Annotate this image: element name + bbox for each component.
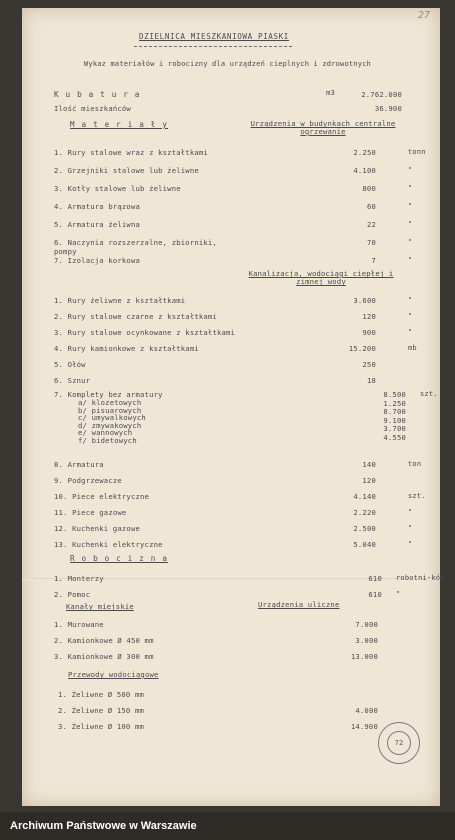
instalacja-row-unit: szt. — [408, 492, 426, 500]
kanalizacja-row-value: 15.200 — [348, 344, 376, 353]
komplet-type-label: a/ klozetowych — [78, 398, 142, 407]
instalacja-row-unit: ton — [408, 460, 422, 468]
robocizna-row-unit: robotni-ków — [396, 574, 445, 582]
kanaly-row-value: 13.000 — [350, 652, 378, 661]
kanaly-row-value: 3.000 — [355, 636, 378, 645]
material-row-unit: " — [408, 184, 413, 192]
kanalizacja-row-unit: mb — [408, 344, 417, 352]
instalacja-row-value: 4.140 — [353, 492, 376, 501]
material-row-value: 7 — [371, 256, 376, 265]
kanaly-row-label: 3. Kamionkowe Ø 300 mm — [54, 652, 154, 661]
archive-footer-label: Archiwum Państwowe w Warszawie — [10, 820, 197, 832]
instalacja-row-value: 140 — [362, 460, 376, 469]
komplet-type-value: 1.250 — [383, 398, 406, 408]
przewody-heading: Przewody wodociągowe — [68, 670, 159, 679]
kanalizacja-row-label: 6. Sznur — [54, 376, 91, 385]
material-row-label: 3. Kotły stalowe lub żeliwne — [54, 184, 181, 193]
page-number: 27 — [417, 10, 430, 21]
przewody-row-label: 2. Żeliwne Ø 150 mm — [58, 706, 145, 715]
instalacja-row-label: 9. Podgrzewacze — [54, 476, 122, 485]
kanalizacja-row-label: 3. Rury stalowe ocynkowane z kształtkami — [54, 328, 236, 337]
robocizna-row-value: 610 — [368, 590, 382, 599]
instalacja-row-value: 120 — [362, 476, 376, 485]
robocizna-row-label: 2. Pomoc — [54, 590, 91, 599]
material-row-unit: tonn — [408, 148, 426, 156]
stamp-number: 72 — [387, 731, 411, 755]
kanalizacja-row-value: 250 — [362, 360, 376, 369]
document-subtitle: Wykaz materiałów i robocizny dla urządzeń cieplnych i zdrowotnych — [84, 60, 371, 68]
komplet-type-label: c/ umywalkowych — [78, 413, 146, 422]
materialy-heading: M a t e r i a ł y — [70, 120, 169, 129]
komplety-unit: szt. — [420, 390, 438, 398]
ilosc-label: Ilość mieszkańców — [54, 104, 131, 113]
komplet-type-value: 4.550 — [383, 432, 406, 442]
przewody-row-value: 4.000 — [355, 706, 378, 715]
robocizna-row-label: 1. Monterzy — [54, 574, 104, 583]
przewody-row-label: 1. Żeliwne Ø 500 mm — [58, 690, 145, 699]
komplet-type-value: 9.100 — [383, 415, 406, 425]
material-row-value: 2.250 — [353, 148, 376, 157]
material-row-value: 800 — [362, 184, 376, 193]
kanaly-heading: Kanały miejskie — [66, 602, 134, 611]
kubatura-label: K u b a t u r a — [54, 90, 141, 99]
material-row-value: 60 — [366, 202, 376, 211]
komplet-type-label: e/ wannowych — [78, 428, 133, 437]
material-row-label: 1. Rury stalowe wraz z kształtkami — [54, 148, 208, 157]
instalacja-row-value: 2.220 — [353, 508, 376, 517]
kubatura-unit: m3 — [326, 88, 336, 97]
material-row-label: 7. Izolacja korkowa — [54, 256, 141, 265]
instalacja-row-label: 10. Piece elektryczne — [54, 492, 150, 501]
material-row-value: 4.100 — [353, 166, 376, 175]
kanalizacja-row-label: 4. Rury kamionkowe z kształtkami — [54, 344, 199, 353]
kanalizacja-row-unit: " — [408, 312, 413, 320]
title-dash-line — [134, 46, 292, 47]
material-row-unit: " — [408, 166, 413, 174]
material-row-label: 6. Naczynia rozszerzalne, zbiorniki, pompy — [54, 238, 217, 256]
komplet-type-label: f/ bidetowych — [78, 435, 137, 445]
material-row-unit: " — [408, 238, 413, 246]
kubatura-value: 2.762.000 — [361, 90, 402, 99]
section-heading-kanalizacja: Kanalizacja, wodociągi ciepłej i zimnej wody — [248, 269, 394, 286]
kanalizacja-row-value: 18 — [366, 376, 376, 385]
przewody-row-label: 3. Żeliwne Ø 100 mm — [58, 722, 145, 731]
komplet-type-value: 8.700 — [383, 407, 406, 416]
instalacja-row-unit: " — [408, 540, 413, 548]
kanalizacja-row-unit: " — [408, 296, 413, 304]
robocizna-row-value: 610 — [368, 574, 382, 583]
kanaly-row-label: 1. Murowane — [54, 620, 104, 629]
material-row-label: 2. Grzejniki stalowe lub żeliwne — [54, 166, 199, 175]
kanaly-row-value: 7.000 — [355, 620, 378, 629]
document-title: DZIELNICA MIESZKANIOWA PIASKI — [139, 32, 289, 41]
material-row-value: 70 — [366, 238, 376, 247]
archive-stamp — [378, 722, 420, 764]
instalacja-row-value: 2.500 — [353, 524, 376, 533]
document-page — [22, 8, 445, 806]
instalacja-row-label: 11. Piece gazowe — [54, 508, 127, 517]
section-heading-co: Urządzenia w budynkach centralne ogrzewanie — [250, 119, 396, 136]
robocizna-row-unit: " — [396, 590, 401, 598]
material-row-value: 22 — [366, 220, 376, 229]
kanalizacja-row-label: 5. Ołów — [54, 360, 86, 369]
material-row-unit: " — [408, 220, 413, 228]
instalacja-row-unit: " — [408, 508, 413, 516]
instalacja-row-unit: " — [408, 524, 413, 532]
kanalizacja-row-value: 3.600 — [353, 296, 376, 305]
kanalizacja-row-value: 120 — [362, 312, 376, 321]
komplet-type-value: 8.500 — [383, 390, 406, 399]
komplety-label: 7. Komplety bez armatury — [54, 390, 163, 399]
komplet-type-label: b/ pisuarowych — [78, 405, 142, 415]
material-row-unit: " — [408, 256, 413, 264]
material-row-label: 4. Armatura brązowa — [54, 202, 141, 211]
kanalizacja-row-label: 2. Rury stalowe czarne z kształtkami — [54, 312, 217, 321]
komplet-type-label: d/ zmywakowych — [78, 420, 142, 430]
section-heading-uliczne: Urządzenia uliczne — [258, 600, 340, 609]
instalacja-row-label: 12. Kuchenki gazowe — [54, 524, 141, 533]
robocizna-heading: R o b o c i z n a — [70, 554, 169, 563]
komplet-type-value: 3.700 — [383, 424, 406, 433]
kanalizacja-row-label: 1. Rury żeliwne z kształtkami — [54, 296, 186, 305]
instalacja-row-label: 13. Kuchenki elektryczne — [54, 540, 163, 549]
kanaly-row-label: 2. Kamionkowe Ø 450 mm — [54, 636, 154, 645]
ilosc-value: 36.900 — [374, 104, 402, 113]
instalacja-row-value: 5.040 — [353, 540, 376, 549]
instalacja-row-label: 8. Armatura — [54, 460, 104, 469]
kanalizacja-row-value: 900 — [362, 328, 376, 337]
material-row-label: 5. Armatura żeliwna — [54, 220, 141, 229]
przewody-row-value: 14.900 — [350, 722, 378, 731]
kanalizacja-row-unit: " — [408, 328, 413, 336]
archive-footer — [0, 812, 455, 840]
material-row-unit: " — [408, 202, 413, 210]
